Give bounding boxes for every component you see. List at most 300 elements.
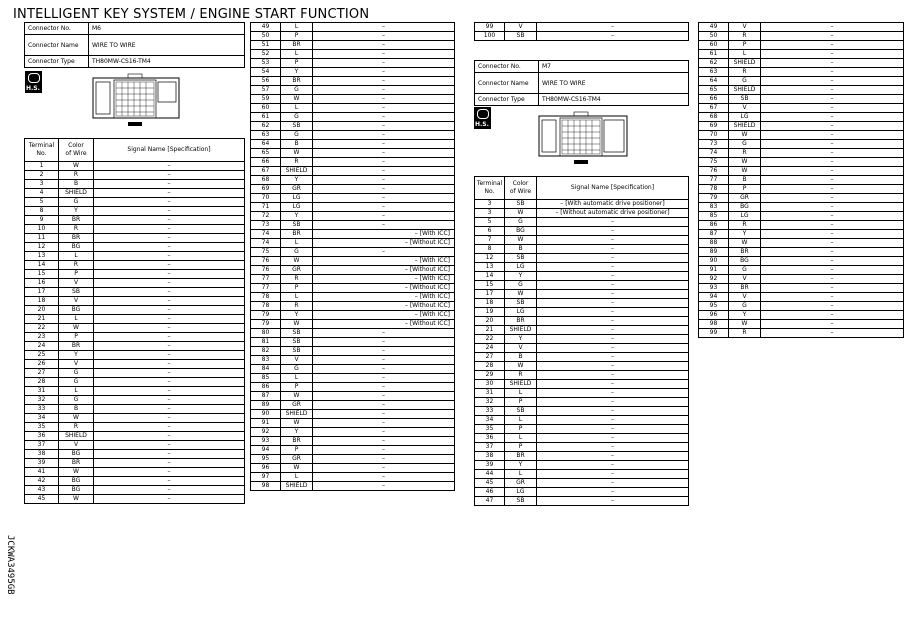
wire-color: R [59, 423, 94, 432]
wire-color: W [281, 257, 313, 266]
wire-color: W [281, 392, 313, 401]
table-row [25, 423, 245, 432]
signal-name: – [761, 212, 904, 221]
table-row [251, 68, 455, 77]
wire-color: G [729, 77, 761, 86]
wire-color: V [729, 23, 761, 32]
terminal-no: 94 [251, 446, 281, 455]
signal-name: – [761, 248, 904, 257]
wire-color: BR [281, 437, 313, 446]
terminal-no: 5 [25, 198, 59, 207]
wire-color: SB [281, 221, 313, 230]
table-row [699, 257, 904, 266]
terminal-no: 66 [699, 95, 729, 104]
connector-name-value: WIRE TO WIRE [539, 73, 689, 94]
terminal-no: 38 [475, 452, 505, 461]
table-row [475, 281, 689, 290]
table-row [251, 320, 455, 329]
terminal-no: 12 [25, 243, 59, 252]
wire-color: L [505, 389, 537, 398]
table-row [699, 329, 904, 338]
table-row [25, 369, 245, 378]
wire-color: W [59, 162, 94, 171]
terminal-no: 15 [25, 270, 59, 279]
wire-color: B [729, 176, 761, 185]
table-row [699, 104, 904, 113]
table-row [475, 470, 689, 479]
table-row [699, 212, 904, 221]
table-row [25, 279, 245, 288]
terminal-no: 31 [25, 387, 59, 396]
wire-color: Y [505, 335, 537, 344]
terminal-no: 17 [475, 290, 505, 299]
terminal-table-m7-b [698, 22, 904, 338]
terminal-no: 7 [475, 236, 505, 245]
terminal-no: 4 [25, 189, 59, 198]
table-row [251, 455, 455, 464]
terminal-no: 79 [251, 311, 281, 320]
table-row [475, 398, 689, 407]
wire-color: Y [59, 207, 94, 216]
page-title: INTELLIGENT KEY SYSTEM / ENGINE START FUNCTION [13, 7, 370, 22]
signal-name: – [313, 131, 455, 140]
table-row [475, 308, 689, 317]
wire-color: SB [281, 347, 313, 356]
connector-name-label: Connector Name [475, 73, 539, 94]
signal-name: – [94, 243, 245, 252]
signal-name: – [537, 263, 689, 272]
table-row [699, 158, 904, 167]
wire-color: G [59, 396, 94, 405]
table-row [475, 425, 689, 434]
terminal-no: 95 [699, 302, 729, 311]
signal-name: – [94, 207, 245, 216]
terminal-no: 47 [475, 497, 505, 506]
terminal-no: 23 [25, 333, 59, 342]
table-row [699, 266, 904, 275]
signal-name: – [94, 225, 245, 234]
signal-name: – [313, 401, 455, 410]
table-row [25, 387, 245, 396]
signal-name: – [313, 86, 455, 95]
signal-name: – [537, 326, 689, 335]
table-row [25, 252, 245, 261]
table-row [251, 194, 455, 203]
terminal-no: 79 [251, 320, 281, 329]
table-row [25, 270, 245, 279]
table-row [251, 50, 455, 59]
wire-color: BR [59, 342, 94, 351]
wire-color: Y [281, 176, 313, 185]
signal-name: – [537, 380, 689, 389]
table-row [699, 248, 904, 257]
signal-name: – [761, 203, 904, 212]
signal-name: – [94, 342, 245, 351]
header-signal: Signal Name [Specification] [94, 139, 245, 162]
terminal-no: 17 [25, 288, 59, 297]
signal-name: – [537, 461, 689, 470]
table-row [25, 225, 245, 234]
terminal-no: 75 [251, 248, 281, 257]
terminal-no: 19 [475, 308, 505, 317]
connector-diagram-m6 [92, 72, 182, 132]
table-row [475, 362, 689, 371]
table-row [475, 23, 689, 32]
terminal-no: 89 [699, 248, 729, 257]
terminal-no: 8 [25, 207, 59, 216]
terminal-no: 83 [699, 203, 729, 212]
connector-icon [477, 109, 489, 119]
table-row [251, 212, 455, 221]
table-row [25, 189, 245, 198]
table-row [475, 416, 689, 425]
signal-name: – [761, 50, 904, 59]
table-row [251, 167, 455, 176]
wire-color: V [59, 360, 94, 369]
terminal-no: 68 [251, 176, 281, 185]
terminal-table-m7-a [474, 176, 689, 506]
terminal-no: 67 [251, 167, 281, 176]
signal-name: – [94, 441, 245, 450]
signal-name: – [94, 369, 245, 378]
terminal-no: 34 [25, 414, 59, 423]
connector-type-value: TH80MW-CS16-TM4 [539, 94, 689, 106]
connector-info-m6 [24, 22, 245, 68]
wire-color: R [729, 68, 761, 77]
wire-color: BG [505, 227, 537, 236]
wire-color: P [281, 32, 313, 41]
terminal-no: 62 [251, 122, 281, 131]
wire-color: W [59, 468, 94, 477]
wire-color: R [729, 32, 761, 41]
wire-color: LG [505, 263, 537, 272]
terminal-no: 77 [251, 275, 281, 284]
table-row [25, 198, 245, 207]
terminal-no: 77 [251, 284, 281, 293]
wire-color: BR [505, 452, 537, 461]
terminal-no: 98 [251, 482, 281, 491]
table-row [251, 473, 455, 482]
table-row [251, 392, 455, 401]
terminal-no: 92 [699, 275, 729, 284]
table-row [25, 459, 245, 468]
terminal-no: 77 [699, 176, 729, 185]
table-row [251, 248, 455, 257]
header-terminal: Terminal No. [475, 177, 505, 200]
wire-color: W [59, 324, 94, 333]
wire-color: L [59, 315, 94, 324]
wire-color: SB [505, 497, 537, 506]
wire-color: G [281, 86, 313, 95]
table-row [25, 468, 245, 477]
terminal-no: 53 [251, 59, 281, 68]
wire-color: V [729, 275, 761, 284]
terminal-no: 41 [25, 468, 59, 477]
wire-color: SHIELD [281, 167, 313, 176]
signal-name: – [761, 329, 904, 338]
table-row [251, 239, 455, 248]
terminal-no: 87 [251, 392, 281, 401]
wire-color: G [729, 302, 761, 311]
table-row [475, 344, 689, 353]
wire-color: SHIELD [729, 59, 761, 68]
signal-name: – [761, 68, 904, 77]
signal-name: – [94, 198, 245, 207]
wire-color: W [281, 320, 313, 329]
wire-color: Y [281, 428, 313, 437]
signal-name: – [313, 212, 455, 221]
terminal-no: 59 [251, 95, 281, 104]
table-row [475, 32, 689, 41]
signal-name: – [94, 324, 245, 333]
signal-name: – [537, 236, 689, 245]
wire-color: G [281, 365, 313, 374]
wire-color: GR [281, 455, 313, 464]
terminal-no: 90 [699, 257, 729, 266]
wire-color: P [59, 270, 94, 279]
signal-name: – [761, 221, 904, 230]
table-row [475, 263, 689, 272]
wire-color: G [59, 369, 94, 378]
signal-name: – [537, 488, 689, 497]
terminal-no: 50 [699, 32, 729, 41]
wire-color: P [59, 333, 94, 342]
terminal-no: 86 [699, 221, 729, 230]
terminal-no: 32 [475, 398, 505, 407]
wire-color: L [281, 23, 313, 32]
signal-name: – [761, 41, 904, 50]
signal-name: – [537, 335, 689, 344]
signal-name: – [761, 104, 904, 113]
signal-name: – [537, 281, 689, 290]
terminal-no: 11 [25, 234, 59, 243]
terminal-no: 38 [25, 450, 59, 459]
signal-name: – [313, 221, 455, 230]
signal-name: – [537, 452, 689, 461]
terminal-no: 50 [251, 32, 281, 41]
hs-badge [474, 107, 491, 129]
signal-name: – [313, 392, 455, 401]
signal-name: – [94, 450, 245, 459]
terminal-no: 21 [25, 315, 59, 324]
wire-color: BR [59, 459, 94, 468]
wire-color: SB [505, 299, 537, 308]
terminal-no: 52 [251, 50, 281, 59]
wire-color: W [729, 239, 761, 248]
signal-name: – [94, 171, 245, 180]
wire-color: W [281, 149, 313, 158]
terminal-no: 89 [251, 401, 281, 410]
wire-color: G [281, 248, 313, 257]
terminal-no: 51 [251, 41, 281, 50]
signal-name: – [94, 306, 245, 315]
table-row [251, 311, 455, 320]
terminal-no: 45 [25, 495, 59, 504]
wire-color: B [59, 180, 94, 189]
wire-color: R [59, 225, 94, 234]
table-row [475, 380, 689, 389]
terminal-no: 81 [251, 338, 281, 347]
table-row [25, 432, 245, 441]
table-row [251, 149, 455, 158]
wire-color: BR [729, 248, 761, 257]
terminal-no: 87 [699, 230, 729, 239]
terminal-no: 3 [475, 200, 505, 209]
table-row [25, 288, 245, 297]
signal-name: – [94, 378, 245, 387]
signal-name: – [313, 158, 455, 167]
terminal-no: 31 [475, 389, 505, 398]
wire-color: P [281, 284, 313, 293]
wire-color: P [729, 185, 761, 194]
wire-color: W [281, 464, 313, 473]
wire-color: L [281, 293, 313, 302]
table-row [251, 257, 455, 266]
terminal-no: 93 [251, 437, 281, 446]
signal-name: – [313, 32, 455, 41]
wire-color: P [729, 41, 761, 50]
table-row [699, 203, 904, 212]
signal-name: – [94, 360, 245, 369]
signal-name: – [537, 479, 689, 488]
wire-color: LG [729, 212, 761, 221]
signal-name: – [313, 455, 455, 464]
signal-name: – [94, 234, 245, 243]
signal-name: – [313, 248, 455, 257]
terminal-no: 27 [475, 353, 505, 362]
wire-color: Y [281, 68, 313, 77]
wire-color: LG [281, 194, 313, 203]
terminal-no: 95 [251, 455, 281, 464]
signal-name: – [313, 356, 455, 365]
signal-name: – [94, 414, 245, 423]
wire-color: L [281, 104, 313, 113]
wire-color: Y [281, 212, 313, 221]
signal-name: – [313, 149, 455, 158]
table-row [25, 162, 245, 171]
wire-color: V [59, 441, 94, 450]
table-row [699, 86, 904, 95]
signal-name: – [761, 320, 904, 329]
wire-color: W [505, 236, 537, 245]
wire-color: GR [281, 401, 313, 410]
wire-color: W [59, 414, 94, 423]
wire-color: P [281, 383, 313, 392]
signal-name: – [313, 122, 455, 131]
terminal-no: 85 [699, 212, 729, 221]
wire-color: L [59, 387, 94, 396]
terminal-no: 26 [25, 360, 59, 369]
terminal-no: 72 [251, 212, 281, 221]
terminal-no: 63 [699, 68, 729, 77]
terminal-table-m6-a [24, 138, 245, 504]
table-row [475, 227, 689, 236]
terminal-no: 18 [25, 297, 59, 306]
signal-name: – [761, 266, 904, 275]
terminal-no: 96 [699, 311, 729, 320]
terminal-no: 70 [699, 131, 729, 140]
table-row [25, 315, 245, 324]
terminal-no: 2 [25, 171, 59, 180]
wire-color: R [505, 371, 537, 380]
terminal-no: 24 [475, 344, 505, 353]
terminal-no: 56 [251, 77, 281, 86]
signal-name: – [94, 396, 245, 405]
signal-name: – [537, 218, 689, 227]
terminal-no: 99 [699, 329, 729, 338]
terminal-no: 46 [475, 488, 505, 497]
wire-color: V [729, 293, 761, 302]
table-row [251, 437, 455, 446]
wire-color: BR [505, 317, 537, 326]
signal-name: – [761, 158, 904, 167]
wire-color: B [505, 353, 537, 362]
wire-color: BG [59, 486, 94, 495]
terminal-no: 13 [25, 252, 59, 261]
signal-name: – [761, 122, 904, 131]
connector-diagram-m7 [538, 110, 630, 170]
wire-color: GR [729, 194, 761, 203]
signal-name: – [94, 423, 245, 432]
signal-name: – [94, 270, 245, 279]
table-row [25, 342, 245, 351]
terminal-no: 61 [251, 113, 281, 122]
signal-name: – [537, 317, 689, 326]
wire-color: P [281, 446, 313, 455]
terminal-no: 1 [25, 162, 59, 171]
signal-name: – [Without ICC] [313, 239, 455, 248]
table-row [699, 149, 904, 158]
wire-color: SB [281, 338, 313, 347]
signal-name: – [313, 365, 455, 374]
connector-no-label: Connector No. [475, 61, 539, 73]
table-row [251, 419, 455, 428]
signal-name: – [537, 344, 689, 353]
signal-name: – [94, 252, 245, 261]
terminal-no: 45 [475, 479, 505, 488]
wire-color: Y [59, 351, 94, 360]
wire-color: G [59, 378, 94, 387]
signal-name: – [94, 351, 245, 360]
terminal-no: 73 [699, 140, 729, 149]
signal-name: – [313, 329, 455, 338]
signal-name: – [537, 407, 689, 416]
terminal-no: 83 [251, 356, 281, 365]
terminal-no: 64 [699, 77, 729, 86]
terminal-no: 36 [25, 432, 59, 441]
connector-type-label: Connector Type [475, 94, 539, 106]
table-row [251, 203, 455, 212]
signal-name: – [94, 432, 245, 441]
terminal-no: 14 [25, 261, 59, 270]
terminal-no: 28 [475, 362, 505, 371]
table-row [699, 32, 904, 41]
signal-name: – [761, 167, 904, 176]
table-row [475, 371, 689, 380]
signal-name: – [With ICC] [313, 275, 455, 284]
terminal-no: 30 [475, 380, 505, 389]
signal-name: – [537, 443, 689, 452]
table-row [251, 347, 455, 356]
header-color: Color of Wire [59, 139, 94, 162]
wire-color: LG [281, 203, 313, 212]
table-row [25, 243, 245, 252]
table-row [699, 311, 904, 320]
table-row [251, 329, 455, 338]
table-row [475, 443, 689, 452]
terminal-no: 93 [699, 284, 729, 293]
terminal-no: 13 [475, 263, 505, 272]
